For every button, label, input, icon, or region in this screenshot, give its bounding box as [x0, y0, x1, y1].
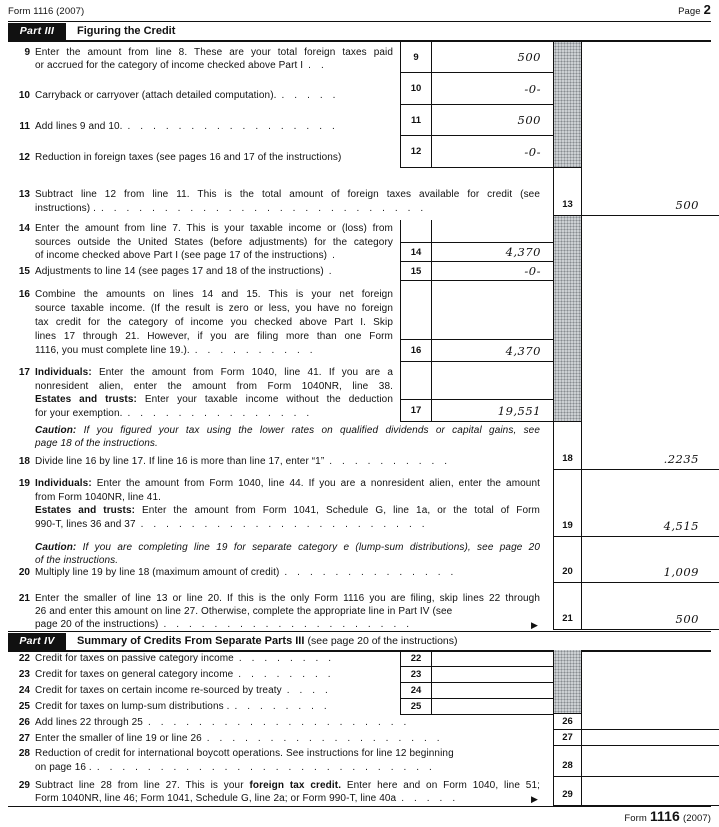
line-17-amount-box[interactable]: 19,551: [497, 403, 541, 418]
line-26-text: Add lines 22 through 25 .....................: [35, 717, 417, 728]
line-26-band: [553, 714, 719, 730]
line-12-amount-box[interactable]: -0-: [524, 144, 541, 159]
line-13-text: Subtract line 12 from line 11. This is the total amount of foreign taxes available for credit (see instructions) . ..........................: [35, 189, 540, 214]
line-26-box-number: 26: [562, 716, 573, 727]
entry-box-17: [400, 362, 553, 422]
line-14-amount-box[interactable]: 4,370: [505, 245, 541, 259]
line-10-text: Carryback or carryover (attach detailed computation). .....: [35, 90, 346, 101]
line-19-amount-box[interactable]: 4,515: [663, 518, 699, 533]
line-12-box-number: 12: [401, 136, 432, 167]
line-10-number: 10: [18, 90, 30, 101]
line-20-number: 20: [18, 567, 30, 578]
entry-box-group-9-12: [400, 42, 553, 168]
line-28-number: 28: [18, 748, 30, 759]
line-19-box-number: 19: [562, 520, 573, 531]
line-21-band: [553, 608, 719, 630]
part-iv-note: (see page 20 of the instructions): [307, 635, 458, 647]
line-15-text: Adjustments to line 14 (see pages 17 and 18 of the instructions) .: [35, 266, 342, 277]
line-13-amount-box[interactable]: 500: [675, 197, 699, 212]
line-22-number: 22: [18, 653, 30, 664]
line-18-band: [553, 448, 719, 470]
line-22-text: Credit for taxes on passive category income ........: [35, 653, 342, 664]
line-14-text: Enter the amount from line 7. This is your taxable income or (loss) from sources outside the United States (before adjustments) for the category of income checked above Part I (see page 17 of the instructions) .: [35, 223, 393, 261]
line-28-text: Reduction of credit for international boycott operations. See instructions for line 12 beginning on page 16 . ...........................: [35, 748, 454, 773]
line-9-box-number: 9: [401, 42, 432, 72]
line-16-number: 16: [18, 289, 30, 300]
line-25-text: Credit for taxes on lump-sum distributions . ........: [35, 701, 337, 712]
line-13-number: 13: [18, 189, 30, 200]
line-9-text: Enter the amount from line 8. These are your total foreign taxes paid or accrued for the category of income checked above Part I ..: [35, 47, 393, 71]
line-13-band: [553, 194, 719, 216]
line-21-amount-box[interactable]: 500: [675, 611, 699, 626]
line-24-box-number: 24: [401, 683, 432, 698]
line-15-number: 15: [18, 266, 30, 277]
line-18-amount-box[interactable]: .2235: [663, 451, 699, 466]
line-11-amount-box[interactable]: 500: [517, 113, 541, 127]
line-14-number: 14: [18, 223, 30, 234]
line-11-text: Add lines 9 and 10. .................: [35, 121, 345, 132]
line-29-text: Subtract line 28 from line 27. This is your foreign tax credit. Enter here and on Form 1040, line 51; Form 1040NR, line 46; Form 1041, Schedule G, line 2a; or Form 990-T, line 40a ..... ▶: [35, 780, 540, 804]
line-14-box-number: 14: [401, 243, 432, 261]
line-29-amount-box[interactable]: [582, 784, 719, 805]
line-26-number: 26: [18, 717, 30, 728]
line-18-number: 18: [18, 456, 30, 467]
line-28-amount-box[interactable]: [582, 755, 719, 776]
line-27-band: [553, 730, 719, 746]
line-27-text: Enter the smaller of line 19 or line 26 ...................: [35, 733, 450, 744]
line-10-box-number: 10: [401, 73, 432, 104]
entry-box-group-22-25: [400, 650, 553, 715]
line-23-number: 23: [18, 669, 30, 680]
part-iv-header: [8, 633, 711, 652]
line-29-number: 29: [18, 780, 30, 791]
entry-box-16: [400, 281, 553, 362]
page-label: Page: [678, 6, 701, 17]
line-9-amount-box[interactable]: 500: [517, 50, 541, 64]
line-27-amount-box[interactable]: [582, 730, 719, 745]
line-17-number: 17: [18, 367, 30, 378]
line-23-box-number: 23: [401, 667, 432, 682]
line-9-number: 9: [24, 47, 30, 58]
part-iii-label: Part III: [8, 23, 66, 40]
line-21-text: Enter the smaller of line 13 or line 20. If this is the only Form 1116 you are filing, skip lines 22 through 26 and enter this amount on line 27. Otherwise, complete the appropriate line in Part IV (see page 20 of the instructions) .................... ▶: [35, 593, 540, 630]
line-22-box-number: 22: [401, 651, 432, 666]
line-19-caution: Caution: If you are completing line 19 for separate category e (lump-sum distributions), see page 20 of the instructions.: [35, 542, 540, 566]
line-22-amount-box[interactable]: [432, 651, 553, 666]
line-25-box-number: 25: [401, 699, 432, 714]
line-27-number: 27: [18, 733, 30, 744]
line-27-box-number: 27: [562, 732, 573, 743]
line-25-number: 25: [18, 701, 30, 712]
line-21-arrow-icon: ▶: [530, 620, 538, 630]
line-26-amount-box[interactable]: [582, 714, 719, 729]
line-29-box-number: 29: [562, 789, 573, 800]
line-19-text-individuals: Individuals: Enter the amount from Form 1040, line 44. If you are a nonresident alien, enter the amount from Form 1040NR, line 41.: [35, 478, 540, 503]
line-16-text: Combine the amounts on lines 14 and 15. This is your net foreign source taxable income. (If the result is zero or less, you have no foreign tax credit for the category of income you checked above Part I. Skip lines 17 through 21. However, if you are filing more than one Form 1116, you must complete line 19.). ..........: [35, 289, 393, 356]
part-iv-label: Part IV: [8, 633, 66, 650]
shaded-column-part3-top: [553, 42, 582, 168]
footer-rule: [8, 806, 711, 807]
entry-box-group-14-15: [400, 220, 553, 281]
part-iv-title: Summary of Credits From Separate Parts III (see page 20 of the instructions): [77, 635, 458, 647]
line-29-band: [553, 784, 719, 806]
line-17-text: Individuals: Enter the amount from Form 1040, line 41. If you are a nonresident alien, enter the amount from Form 1040NR, line 38. Estates and trusts: Enter your taxable income without the deduction for your exemption. ...............: [35, 367, 393, 419]
line-25-amount-box[interactable]: [432, 699, 553, 714]
line-20-box-number: 20: [562, 566, 573, 577]
line-18-box-number: 18: [562, 453, 573, 464]
line-19-text-estates: Estates and trusts: Enter the amount from Form 1041, Schedule G, line 1a, or the total of Form 990-T, lines 36 and 37 .......................: [35, 505, 540, 530]
form-id: Form 1116 (2007): [8, 6, 85, 17]
line-18-text: Divide line 16 by line 17. If line 16 is more than line 17, enter “1” ..........: [35, 456, 458, 467]
line-17-caution: Caution: If you figured your tax using the lower rates on qualified dividends or capital gains, see page 18 of the instructions.: [35, 425, 540, 449]
line-20-band: [553, 561, 719, 583]
line-15-amount-box[interactable]: -0-: [524, 264, 541, 278]
line-17-box-number: 17: [401, 400, 432, 421]
line-24-text: Credit for taxes on certain income re-sourced by treaty ....: [35, 685, 338, 696]
line-23-text: Credit for taxes on general category income ........: [35, 669, 341, 680]
shaded-column-part4: [553, 650, 582, 714]
line-28-band: [553, 755, 719, 777]
line-12-number: 12: [18, 152, 30, 163]
line-24-amount-box[interactable]: [432, 683, 553, 698]
line-19-number: 19: [18, 478, 30, 489]
line-16-box-number: 16: [401, 340, 432, 361]
line-13-box-number: 13: [562, 199, 573, 210]
header-rule: [8, 21, 711, 22]
footer-form-id: Form 1116 (2007): [624, 808, 711, 824]
line-15-box-number: 15: [401, 262, 432, 280]
line-10-amount-box[interactable]: -0-: [524, 81, 541, 96]
line-28-box-number: 28: [562, 760, 573, 771]
line-19-band: [553, 515, 719, 537]
page-indicator: [678, 3, 711, 18]
line-24-number: 24: [18, 685, 30, 696]
line-16-amount-box[interactable]: 4,370: [505, 343, 541, 358]
line-11-box-number: 11: [401, 105, 432, 135]
part-iii-title: Figuring the Credit: [77, 25, 176, 37]
part-iii-header: [8, 23, 711, 42]
line-21-box-number: 21: [562, 613, 573, 624]
line-29-arrow-icon: ▶: [530, 794, 538, 804]
shaded-column-part3-mid: [553, 216, 582, 422]
line-12-text: Reduction in foreign taxes (see pages 16 and 17 of the instructions): [35, 152, 342, 163]
page-number: 2: [703, 2, 711, 17]
line-23-amount-box[interactable]: [432, 667, 553, 682]
line-20-amount-box[interactable]: 1,009: [663, 564, 699, 579]
line-21-number: 21: [18, 593, 30, 604]
part-iv-top-rule: [8, 631, 711, 632]
line-11-number: 11: [19, 121, 30, 132]
line-20-text: Multiply line 19 by line 18 (maximum amount of credit) ..............: [35, 567, 464, 578]
